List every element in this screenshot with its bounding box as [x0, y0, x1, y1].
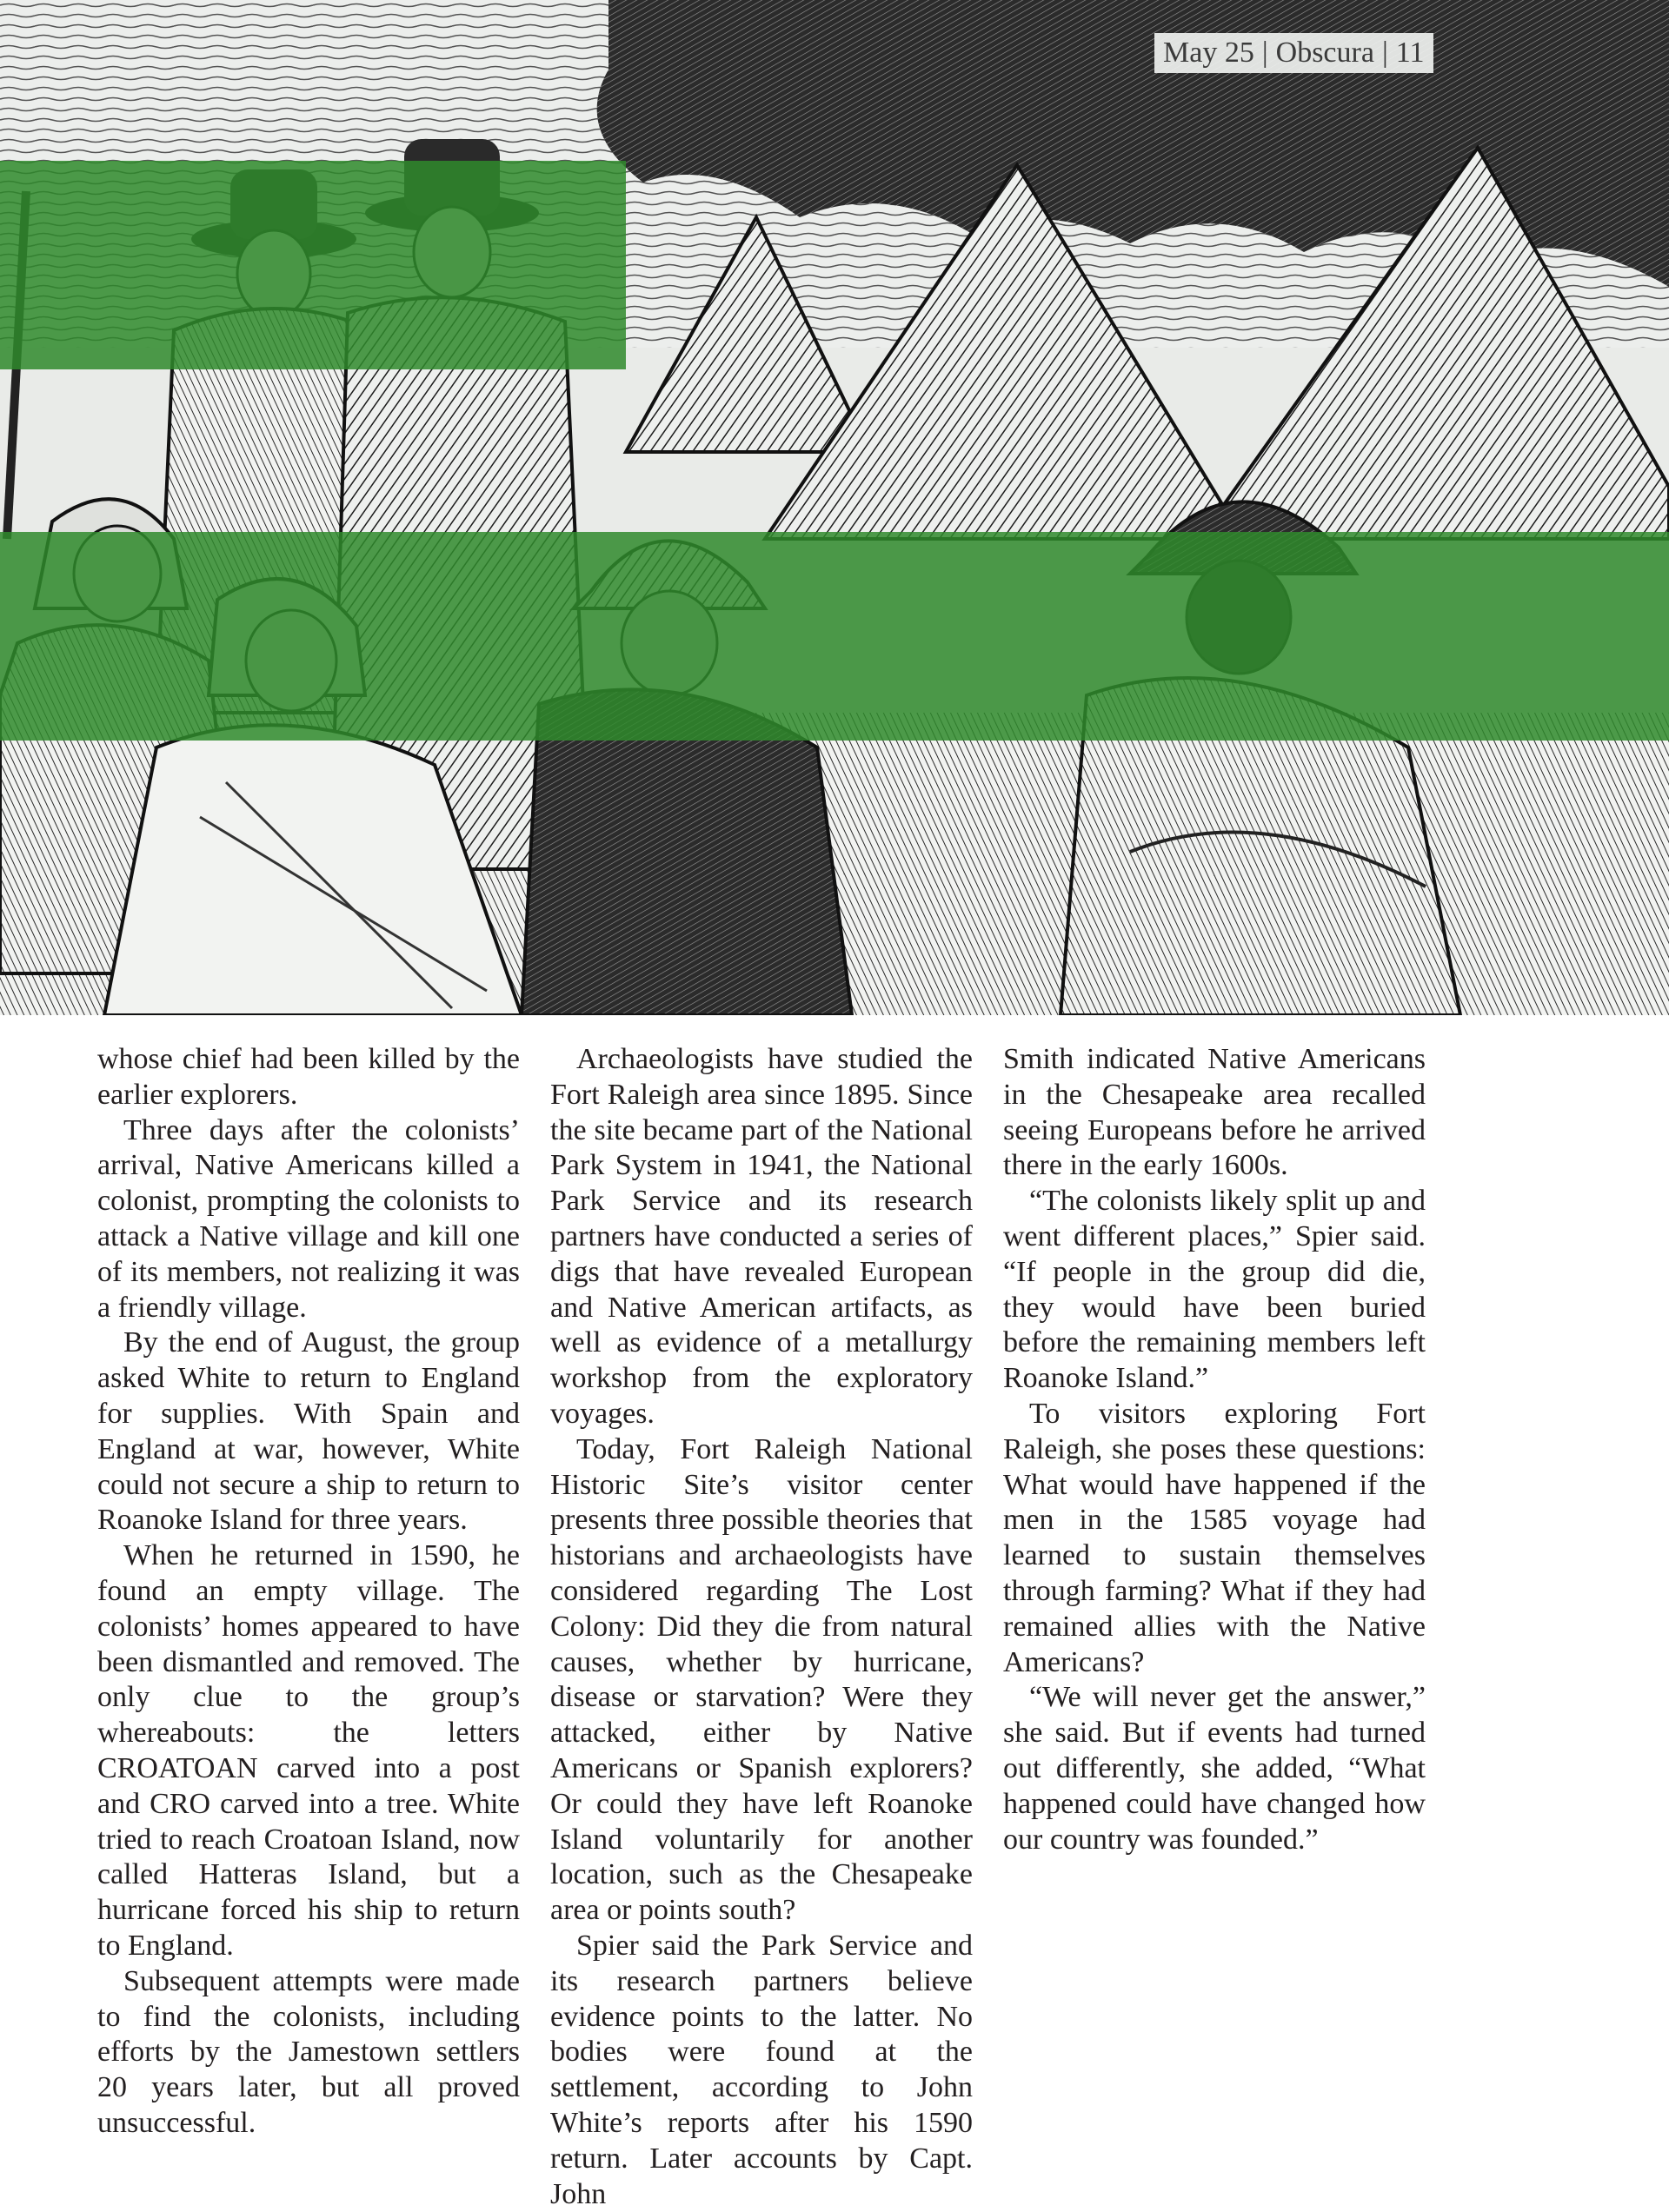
paragraph: Today, Fort Raleigh National Historic Site’s visitor center presents three possible theories that historians and archaeologists have considered regarding The Lost Colony: Did they die from natural causes, whether by hurricane, disease or starvation? Were they attacked, either by Native Americans or Spanish explorers? Or could they have left Roanoke Island voluntarily for another location, such as the Chesapeake area or points south? — [550, 1432, 973, 1927]
issue-date: May 25 — [1163, 37, 1254, 69]
green-band-upper — [0, 161, 626, 369]
publication-name: Obscura — [1275, 37, 1374, 69]
paragraph: Archaeologists have studied the Fort Raleigh area since 1895. Since the site became part of the National Park System in 1941, the National Park Service and its research partners have conducted a series of digs that have revealed European and Native American artifacts, as well as evidence of a metallurgy workshop from the exploratory voyages. — [550, 1043, 973, 1430]
paragraph: Subsequent attempts were made to find the colonists, including efforts by the Jamestown settlers 20 years later, but all proved unsuccessful. — [97, 1964, 520, 2139]
text-column-2 — [550, 1042, 973, 2212]
article-body — [97, 1042, 1426, 2210]
paragraph: To visitors exploring Fort Raleigh, she poses these questions: What would have happened if the men in the 1585 voyage had learned to sustain themselves through farming? What if they had remained allies with the Native Americans? — [1003, 1397, 1426, 1678]
paragraph: Spier said the Park Service and its research partners believe evidence points to the latter. No bodies were found at the settlement, according to John White’s reports after his 1590 return. Later accounts by Capt. John — [550, 1929, 973, 2210]
paragraph: whose chief had been killed by the earlier explorers. — [97, 1043, 520, 1111]
paragraph: “We will never get the answer,” she said. But if events had turned out differently, she added, “What happened could have changed how our country was founded.” — [1003, 1681, 1426, 1856]
folio-separator: | — [1261, 37, 1268, 69]
page-folio — [1154, 33, 1433, 73]
paragraph: “The colonists likely split up and went different places,” Spier said. “If people in the group did die, they would have been buried before the remaining members left Roanoke Island.” — [1003, 1185, 1426, 1395]
folio-separator: | — [1381, 37, 1388, 69]
green-band-lower — [0, 532, 1669, 741]
paragraph: Smith indicated Native Americans in the Chesapeake area recalled seeing Europeans before he arrived there in the early 1600s. — [1003, 1043, 1426, 1182]
paragraph: By the end of August, the group asked White to return to England for supplies. With Spain and England at war, however, White could not secure a ship to return to Roanoke Island for three years. — [97, 1326, 520, 1537]
paragraph: When he returned in 1590, he found an empty village. The colonists’ homes appeared to have been dismantled and removed. The only clue to the group’s whereabouts: the letters CROATOAN carved into a post and CRO carved into a tree. White tried to reach Croatoan Island, now called Hatteras Island, but a hurricane forced his ship to return to England. — [97, 1539, 520, 1962]
paragraph: Three days after the colonists’ arrival, Native Americans killed a colonist, prompting the colonists to attack a Native village and kill one of its members, not realizing it was a friendly village. — [97, 1113, 520, 1324]
colonists-engraving — [0, 0, 1669, 1015]
text-column-1 — [97, 1042, 520, 2142]
text-column-3 — [1003, 1042, 1426, 1857]
page-number: 11 — [1395, 37, 1425, 69]
hero-illustration — [0, 0, 1669, 1015]
